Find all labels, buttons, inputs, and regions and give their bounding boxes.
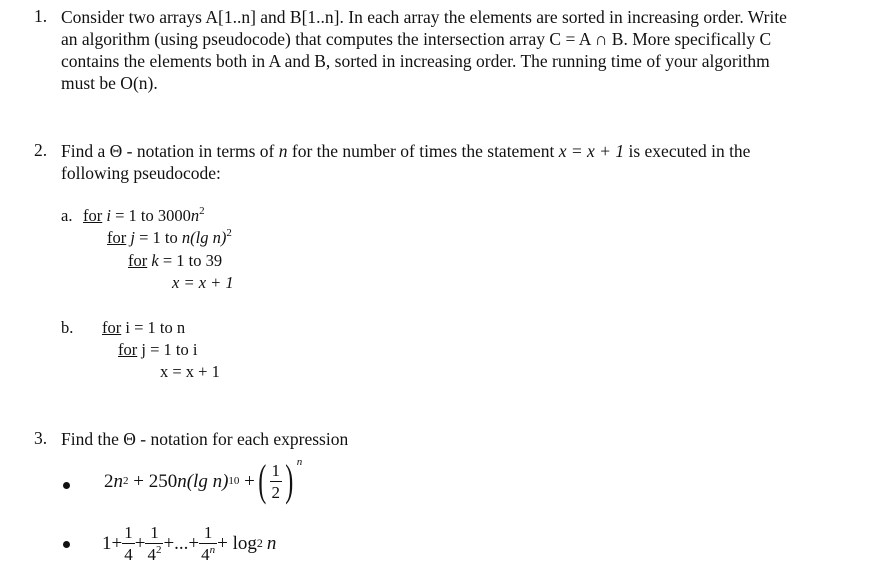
log-term: + log <box>217 532 257 554</box>
problem-1-line-3: contains the elements both in A and B, sorted in increasing order. The running time of your algorithm <box>61 51 770 71</box>
numerator: 1 <box>145 524 163 544</box>
loop-range: j = 1 to i <box>137 340 198 359</box>
leading-term: 1+ <box>102 532 123 554</box>
numerator: 1 <box>271 460 281 480</box>
fraction-one-half <box>270 462 283 501</box>
problem-1-line-1: Consider two arrays A[1..n] and B[1..n]. In each array the elements are sorted in increasing order. Write <box>61 7 787 27</box>
part-b-loop-2 <box>118 340 197 360</box>
loop-range: i = 1 to n <box>121 318 186 337</box>
exponent: 2 <box>199 205 205 217</box>
problem-3-number: 3. <box>34 428 48 448</box>
denominator <box>199 544 217 563</box>
intro-text: for the number of times the statement <box>287 141 559 161</box>
loop-bound: n(lg n) <box>181 228 227 247</box>
bullet-icon <box>63 541 70 548</box>
for-keyword: for <box>107 228 127 247</box>
loop-range: = 1 to <box>134 228 182 247</box>
fraction-1-over-4-squared <box>145 524 163 563</box>
problem-2-intro-line-1 <box>61 140 876 162</box>
fraction-1-over-4 <box>122 524 135 563</box>
numerator: 1 <box>199 524 217 544</box>
loop-var: k <box>151 251 159 270</box>
for-keyword: for <box>118 340 138 359</box>
loop-range: = 1 to 39 <box>158 251 223 270</box>
denominator: 2 <box>271 482 281 502</box>
part-a-loop-1 <box>83 206 205 226</box>
intro-statement: x = x + 1 <box>558 141 625 161</box>
problem-1-line-4: must be O(n). <box>61 73 158 93</box>
expression-1: 2 n 2 + 250 n(lg n) 10 + ( $\frac{1}{2}$ ) n <box>104 456 303 505</box>
var-n: n <box>113 470 123 492</box>
fraction-1-over-4-to-n <box>199 524 217 563</box>
exponent: 2 <box>155 543 162 556</box>
part-b-loop-1 <box>102 318 185 338</box>
for-keyword: for <box>102 318 122 337</box>
loop-var: j <box>130 228 135 247</box>
for-keyword: for <box>128 251 148 270</box>
intro-text: Find a Θ - notation in terms of <box>61 141 279 161</box>
plus-sign: + <box>239 470 255 492</box>
term: + 250 <box>128 470 178 492</box>
loop-var: i <box>106 206 111 225</box>
bullet-icon <box>63 482 70 489</box>
problem-1-number: 1. <box>34 6 48 26</box>
loop-var-n: n <box>190 206 200 225</box>
outer-exponent: n <box>296 456 303 468</box>
problem-1-line-2: an algorithm (using pseudocode) that computes the intersection array C = A ∩ B. More specifically C <box>61 29 772 49</box>
loop-range: = 1 to 3000 <box>110 206 191 225</box>
expression-2: 1+ $\frac{1}{4}$ + $\frac{1}{4^2}$ +...+ $\frac{1}{4^n}$ + log 2 n <box>102 522 277 564</box>
exponent: n <box>209 543 216 556</box>
part-b-label: b. <box>61 318 74 337</box>
problem-3-intro: Find the Θ - notation for each expression <box>61 429 349 449</box>
denominator <box>145 544 163 563</box>
coefficient: 2 <box>104 470 114 492</box>
right-paren-icon: ) <box>285 456 294 505</box>
problem-2-intro <box>61 140 876 184</box>
numerator: 1 <box>124 522 133 542</box>
plus-sign: + <box>134 532 146 554</box>
part-a-label: a. <box>61 206 73 225</box>
left-paren-icon: ( <box>258 456 267 505</box>
term-nlgn: n(lg n) <box>177 470 229 492</box>
problem-2-number: 2. <box>34 140 48 160</box>
denominator-base: 4 <box>201 544 210 564</box>
part-b-statement: x = x + 1 <box>160 362 220 381</box>
problem-2-intro-line-2: following pseudocode: <box>61 163 221 183</box>
part-a-loop-3 <box>128 251 222 271</box>
intro-var-n: n <box>278 141 288 161</box>
denominator: 4 <box>124 544 133 564</box>
var-n: n <box>266 532 277 554</box>
problem-1-text <box>61 6 876 94</box>
for-keyword: for <box>83 206 103 225</box>
denominator-base: 4 <box>147 544 156 564</box>
exponent: 2 <box>226 227 232 239</box>
intro-text: is executed in the <box>624 141 751 161</box>
ellipsis: +...+ <box>163 532 200 554</box>
part-a-statement: x = x + 1 <box>172 273 234 292</box>
part-a-loop-2 <box>107 228 232 248</box>
